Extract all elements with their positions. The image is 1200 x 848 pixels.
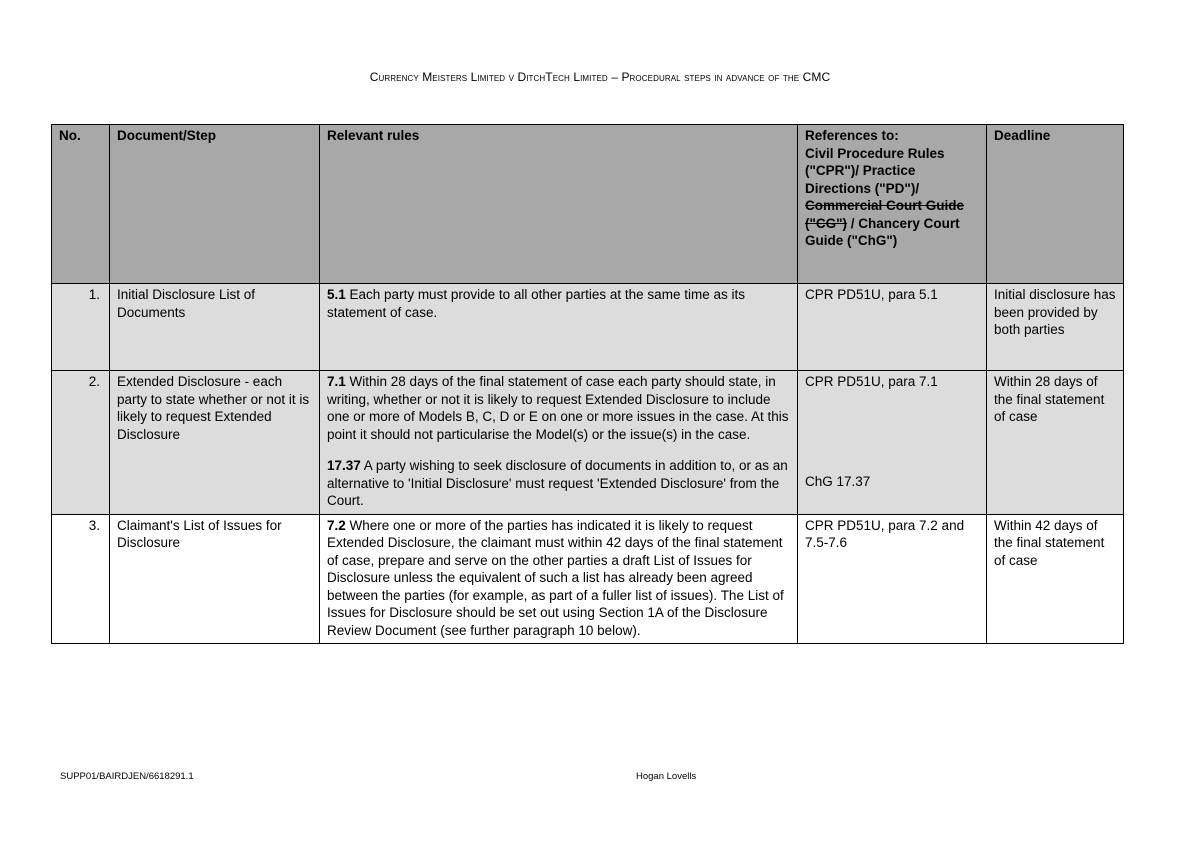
header-references	[798, 125, 987, 284]
row-deadline: Initial disclosure has been provided by both parties	[987, 284, 1124, 371]
header-no: No.	[52, 125, 110, 284]
rule-paragraph: 7.2 Where one or more of the parties has indicated it is likely to request Extended Disclosure, the claimant must within 42 days of the final statement of case, prepare and serve on the other parties a draft List of Issues for Disclosure unless the equivalent of such a list has already been agreed between the parties (for example, as part of a fuller list of issues). The List of Issues for Disclosure should be set out using Section 1A of the Disclosure Review Document (see further paragraph 10 below).	[327, 517, 784, 638]
procedural-steps-table	[51, 124, 1124, 644]
header-deadline: Deadline	[987, 125, 1124, 284]
row-deadline: Within 42 days of the final statement of case	[987, 514, 1124, 644]
table-header-row	[52, 125, 1124, 284]
table-row	[52, 371, 1124, 515]
rule-paragraph: 7.1 Within 28 days of the final statement of case each party should state, in writing, whether or not it is likely to request Extended Disclosure to include one or more of Models B, C, D or E on one or more issues in the case. At this point it should not particularise the Model(s) or the issue(s) in the case.	[327, 374, 789, 442]
row-document: Extended Disclosure - each party to state whether or not it is likely to request Extended Disclosure	[110, 371, 320, 515]
header-relevant-rules: Relevant rules	[320, 125, 798, 284]
page-title: Currency Meisters Limited v DitchTech Limited – Procedural steps in advance of the CMC	[369, 70, 831, 84]
header-references-line3: / Chancery Court Guide ("ChG")	[805, 215, 960, 248]
row-references: CPR PD51U, para 7.1 ChG 17.37	[798, 371, 987, 515]
row-rules	[320, 284, 798, 371]
table-row	[52, 284, 1124, 371]
row-references: CPR PD51U, para 7.2 and 7.5-7.6	[798, 514, 987, 644]
row-number: 1.	[52, 284, 110, 371]
header-references-struck: Commercial Court Guide ("CG")	[805, 198, 965, 231]
table-row	[52, 514, 1124, 644]
rule-paragraph: 17.37 A party wishing to seek disclosure of documents in addition to, or as an alternative to 'Initial Disclosure' must request 'Extended Disclosure' from the Court.	[327, 458, 788, 508]
rule-paragraph: 5.1 Each party must provide to all other parties at the same time as its statement of case.	[327, 287, 745, 320]
row-rules	[320, 514, 798, 644]
footer-document-reference: SUPP01/BAIRDJEN/6618291.1	[60, 771, 194, 782]
header-references-line1: References to:	[805, 128, 899, 143]
row-document: Initial Disclosure List of Documents	[110, 284, 320, 371]
header-document-step: Document/Step	[110, 125, 320, 284]
row-number: 2.	[52, 371, 110, 515]
header-references-line2: Civil Procedure Rules ("CPR")/ Practice Directions ("PD")/	[805, 145, 945, 196]
row-references: CPR PD51U, para 5.1	[798, 284, 987, 371]
footer-firm-name: Hogan Lovells	[636, 771, 697, 782]
row-rules	[320, 371, 798, 515]
row-deadline: Within 28 days of the final statement of case	[987, 371, 1124, 515]
row-number: 3.	[52, 514, 110, 644]
row-document: Claimant's List of Issues for Disclosure	[110, 514, 320, 644]
